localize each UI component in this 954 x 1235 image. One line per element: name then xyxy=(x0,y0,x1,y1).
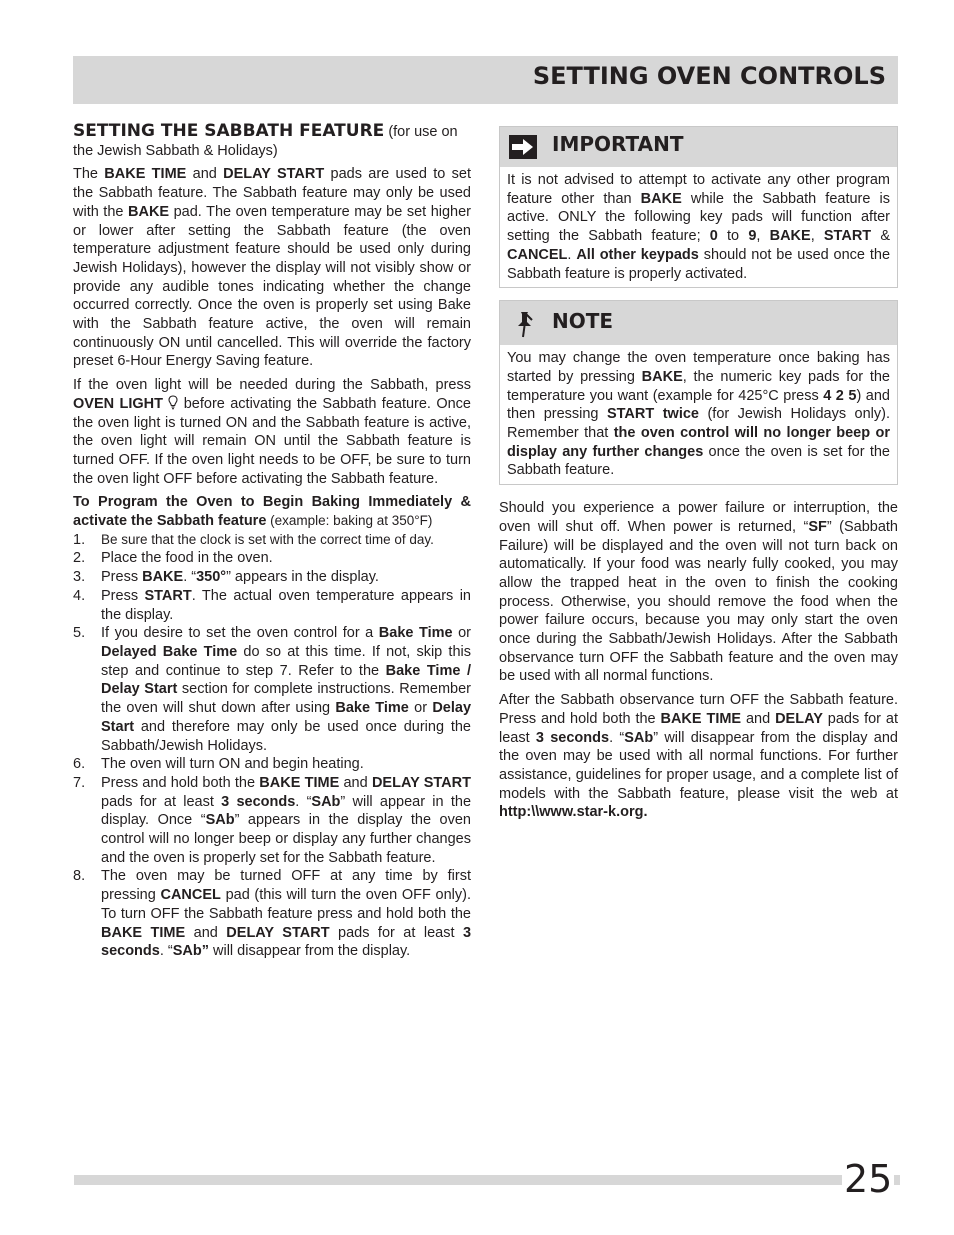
header-bar xyxy=(73,56,898,104)
right-column xyxy=(499,126,898,827)
section-subtitle-a: (for use on xyxy=(388,124,458,140)
list-item: 4. Press START. The actual oven temperature appears in the display. xyxy=(73,587,471,623)
important-title: IMPORTANT xyxy=(552,132,684,156)
after-sabbath-paragraph: After the Sabbath observance turn OFF the Sabbath feature. Press and hold both the BAKE TIME and DELAY pads for at least 3 seconds. “SAb” will disappear from the display and the oven may be used with all normal functions. For further assistance, guidelines for proper usage, and a complete list of models with the Sabbath feature, please visit the web at http:\\www.star-k.org. xyxy=(499,692,898,821)
section-title: SETTING THE SABBATH FEATURE xyxy=(73,121,385,141)
power-failure-paragraph: Should you experience a power failure or interruption, the oven will shut off. When power is returned, “SF” (Sabbath Failure) will be displayed and the oven will not turn back on automatically. If your food was nearly fully cooked, you may allow the trapped heat in the oven to finish the cooking process. Otherwise, you should remove the food when the power failure occurs, because you may only start the oven once during the Sabbath/Jewish Holidays. After the Sabbath observance turn OFF the Sabbath feature and the oven may be used with all normal functions. xyxy=(499,500,898,685)
list-item: 5. If you desire to set the oven control for a Bake Time or Delayed Bake Time do so at this time. If not, skip this step and continue to step 7. Refer to the Bake Time / Delay Start section for complete instructions. Remember the oven will shut down after using Bake Time or Delay Start and therefore may only be used once during the Sabbath/Jewish Holidays. xyxy=(73,625,472,754)
note-title: NOTE xyxy=(552,309,614,334)
note-box xyxy=(499,300,898,485)
list-item: 8. The oven may be turned OFF at any time by first pressing CANCEL pad (this will turn the oven OFF only). To turn OFF the Sabbath feature press and hold both the BAKE TIME and DELAY START pads for at least 3 seconds. “SAb” will disappear from the display. xyxy=(73,868,472,960)
website-link[interactable]: http:\\www.star-k.org. xyxy=(499,804,648,821)
list-item: 3. Press BAKE. “350°” appears in the display. xyxy=(73,569,379,586)
program-steps-list xyxy=(73,531,471,961)
section-heading xyxy=(73,122,471,160)
list-item: 2. Place the food in the oven. xyxy=(73,550,273,567)
note-text: You may change the oven temperature once baking has started by pressing BAKE, the numeric key pads for the temperature you want (example for 425°C press 4 2 5) and then pressing START twice (for Jewish Holidays only). Remember that the oven control will no longer beep or display any further changes once the oven is set for the Sabbath feature. xyxy=(507,350,891,479)
list-item: 1. Be sure that the clock is set with the correct time of day. xyxy=(73,531,434,548)
important-text: It is not advised to attempt to activate any other program feature other than BAKE while the Sabbath feature is active. ONLY the following key pads will function after setting the Sabbath feature; 0 to 9, BAKE, START & CANCEL. All other keypads should not be used once the Sabbath feature is properly activated. xyxy=(507,172,891,282)
pushpin-icon xyxy=(513,310,539,338)
footer-bar xyxy=(74,1175,900,1185)
list-item: 7. Press and hold both the BAKE TIME and DELAY START pads for at least 3 seconds. “SAb” will appear in the display. Once “SAb” appears in the display the oven control will no longer beep or display any further changes and the oven is properly set for the Sabbath feature. xyxy=(73,774,472,866)
page-title: SETTING OVEN CONTROLS xyxy=(532,62,886,90)
arrow-right-icon xyxy=(509,135,537,159)
program-heading: To Program the Oven to Begin Baking Immediately & activate the Sabbath feature (example: baking at 350°F) xyxy=(73,494,471,530)
light-bulb-icon xyxy=(168,395,178,410)
section-subtitle-b: the Jewish Sabbath & Holidays) xyxy=(73,142,278,159)
note-header xyxy=(500,301,897,345)
left-column xyxy=(73,122,471,961)
page-number: 25 xyxy=(844,1157,893,1201)
important-header xyxy=(500,127,897,167)
list-item: 6. The oven will turn ON and begin heating. xyxy=(73,756,364,773)
oven-light-paragraph: If the oven light will be needed during the Sabbath, press OVEN LIGHT before activating the Sabbath feature. Once the oven light is turned ON and the Sabbath feature is active, the oven light will remain ON until the Sabbath feature is turned OFF. If the oven light needs to be OFF, be sure to turn the oven light OFF before activating the Sabbath feature. xyxy=(73,377,471,487)
important-box xyxy=(499,126,898,288)
sabbath-intro-paragraph: The BAKE TIME and DELAY START pads are used to set the Sabbath feature. The Sabbath feature may only be used with the BAKE pad. The oven temperature may be set higher or lower after setting the Sabbath feature (the oven temperature adjustment feature should be used only during Jewish Holidays), however the display will not visibly show or provide any audible tones indicating whether the change occurred correctly. Once the oven is properly set using Bake with the Sabbath feature active, the oven will remain continuously ON until cancelled. This will override the factory preset 6-Hour Energy Saving feature. xyxy=(73,166,472,370)
